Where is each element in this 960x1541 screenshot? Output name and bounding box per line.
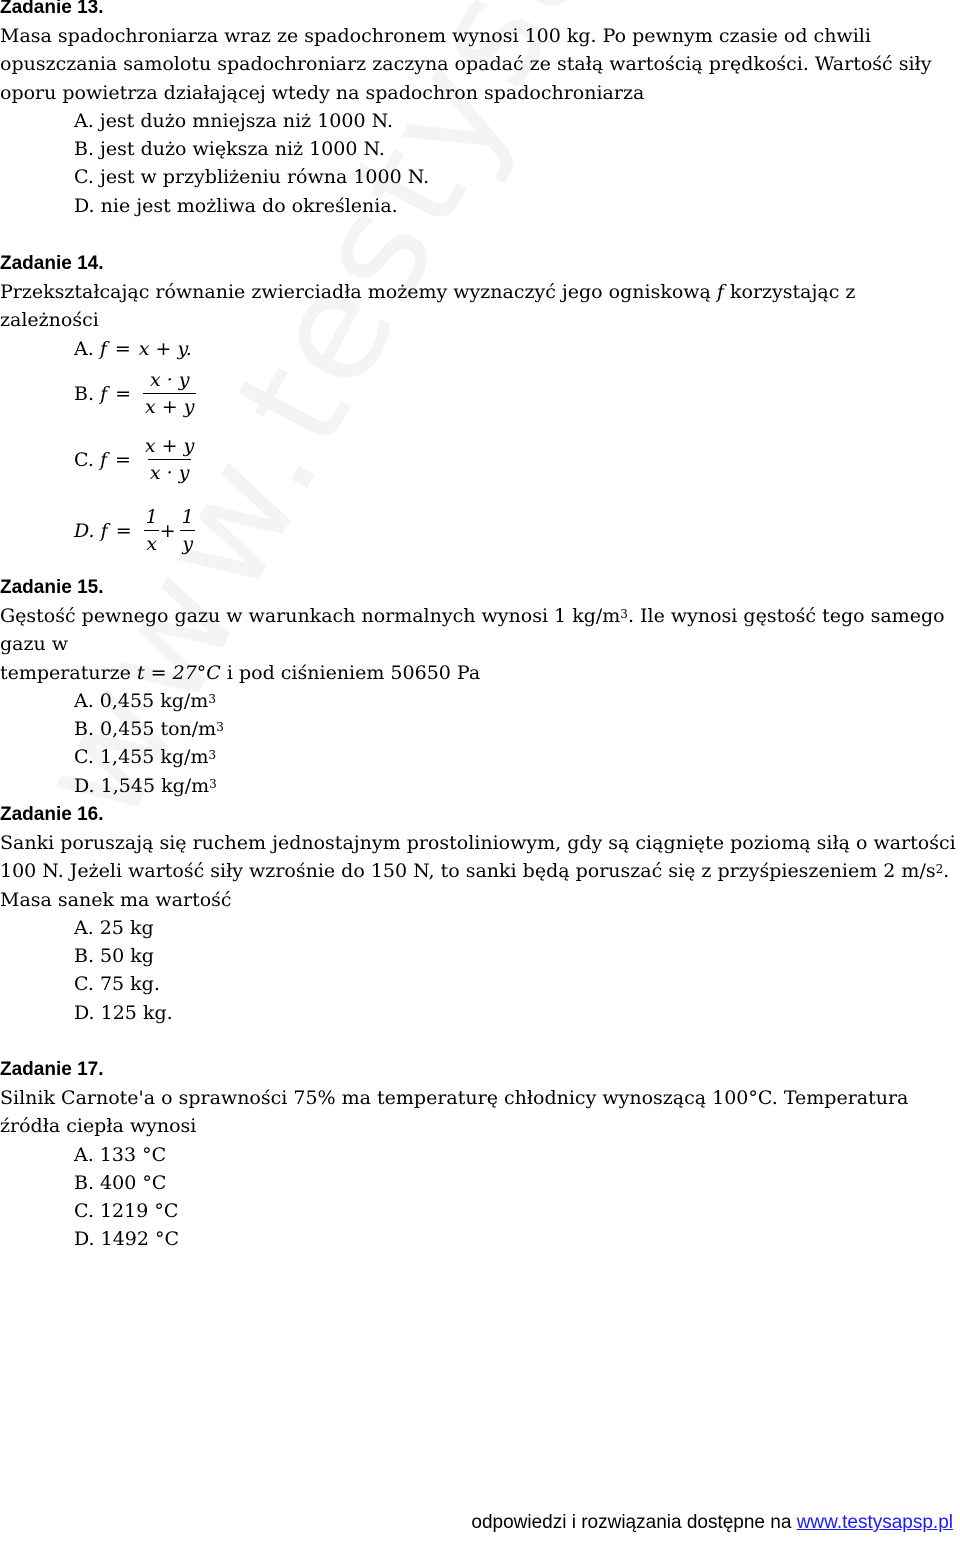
footer-link[interactable]: www.testysapsp.pl bbox=[796, 1512, 953, 1533]
option-c: C. jest w przybliżeniu równa 1000 N. bbox=[74, 166, 430, 189]
option-d: D. f = $\frac{1}{x}$ + $\frac{1}{y}$ bbox=[74, 506, 194, 556]
task-heading: Zadanie 15. bbox=[0, 577, 104, 598]
task-heading: Zadanie 16. bbox=[0, 804, 104, 825]
task-heading: Zadanie 13. bbox=[0, 0, 104, 18]
option-d: D. 1492 °C bbox=[74, 1228, 180, 1251]
option-c: C. 1,455 $kg/m^3$ bbox=[74, 746, 217, 769]
footer-text: odpowiedzi i rozwiązania dostępne na bbox=[471, 1512, 797, 1533]
task-13 bbox=[0, 0, 960, 220]
fraction: $\frac{1}{x}$ bbox=[145, 506, 158, 556]
option-a: A. 25 kg bbox=[74, 916, 154, 939]
option-c: C. 1219 °C bbox=[74, 1200, 179, 1223]
option-b: B. 0,455 ton/$m^3$ bbox=[74, 718, 224, 741]
option-c: C. f = $\frac{x + y}{x \cdot y}$ bbox=[74, 435, 195, 485]
fraction: $\frac{1}{y}$ bbox=[181, 506, 194, 556]
task-16 bbox=[0, 801, 960, 1027]
task-15 bbox=[0, 574, 960, 800]
task-heading: Zadanie 14. bbox=[0, 253, 104, 274]
task-question: Przekształcając równanie zwierciadła możemy wyznaczyć jego ogniskową f korzystając z zależności bbox=[0, 281, 856, 332]
fraction: $\frac{x \cdot y}{x + y}$ bbox=[145, 369, 195, 419]
task-question: Gęstość pewnego gazu w warunkach normalnych wynosi 1 $kg/m^3$. Ile wynosi gęstość tego samego gazu w temperaturze t = 27°C i pod ciśnieniem 50650 Pa bbox=[0, 605, 945, 684]
option-a: A. 133 °C bbox=[74, 1143, 167, 1166]
task-question: Masa spadochroniarza wraz ze spadochronem wynosi 100 kg. Po pewnym czasie od chwili opuszczania samolotu spadochroniarz zaczyna opadać ze stałą wartością prędkości. Wartość siły oporu powietrza działającej wtedy na spadochron spadochroniarza bbox=[0, 25, 932, 104]
option-d: D. 125 kg. bbox=[74, 1001, 173, 1024]
option-d: D. 1,545 $kg/m^3$ bbox=[74, 774, 217, 797]
fraction: $\frac{x + y}{x \cdot y}$ bbox=[144, 435, 195, 485]
option-b: B. 50 kg bbox=[74, 945, 154, 968]
task-17 bbox=[0, 1056, 960, 1254]
option-a: A. jest dużo mniejsza niż 1000 N. bbox=[74, 109, 394, 132]
task-question: Sanki poruszają się ruchem jednostajnym prostoliniowym, gdy są ciągnięte poziomą siłą o wartości 100 N. Jeżeli wartość siły wzrośnie do 150 N, to sanki będą poruszać się z przyśpieszeniem 2 $m/s^2$. Masa sanek ma wartość bbox=[0, 832, 956, 911]
option-b: B. jest dużo większa niż 1000 N. bbox=[74, 138, 385, 161]
option-b: B. f = $\frac{x \cdot y}{x + y}$ bbox=[74, 369, 195, 419]
task-question: Silnik Carnote'a o sprawności 75% ma temperaturę chłodnicy wynoszącą 100°C. Temperatura źródła ciepła wynosi bbox=[0, 1087, 909, 1138]
option-d: D. nie jest możliwa do określenia. bbox=[74, 194, 398, 217]
task-heading: Zadanie 17. bbox=[0, 1059, 104, 1080]
option-a: A. 0,455 $kg/m^3$ bbox=[74, 689, 216, 712]
footer bbox=[471, 1512, 953, 1534]
option-c: C. 75 kg. bbox=[74, 973, 160, 996]
option-a: A. f = x + y. bbox=[74, 337, 192, 360]
option-b: B. 400 °C bbox=[74, 1171, 167, 1194]
task-14 bbox=[0, 250, 960, 567]
